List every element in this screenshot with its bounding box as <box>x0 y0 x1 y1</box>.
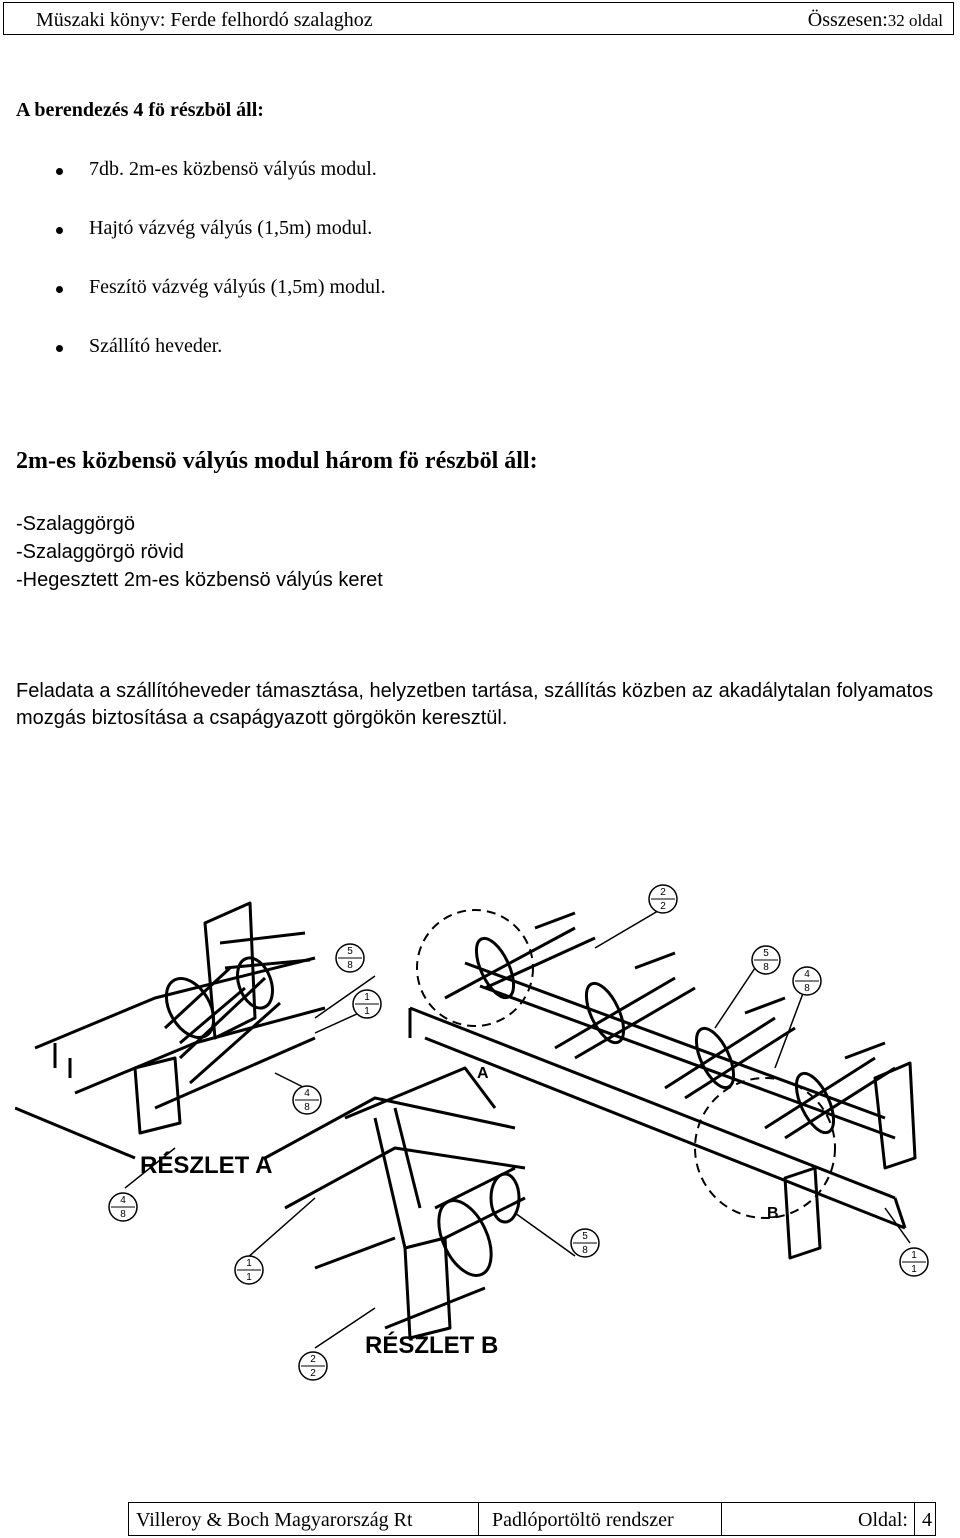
bullet-icon <box>56 168 63 175</box>
svg-text:1: 1 <box>246 1272 252 1283</box>
callout-icon <box>793 967 821 995</box>
main-frame-drawing <box>410 910 915 1258</box>
part-item: -Szalaggörgö rövid <box>16 541 184 563</box>
detail-a-drawing <box>15 903 325 1158</box>
svg-text:8: 8 <box>763 962 769 973</box>
footer-company: Villeroy & Boch Magyarország Rt <box>136 1509 413 1531</box>
svg-text:8: 8 <box>304 1102 310 1113</box>
function-paragraph: Feladata a szállítóheveder támasztása, helyzetben tartása, szállítás közben az akadálytalan folyamatos mozgás biztosítása a csapágyazott görgökön keresztül. <box>16 680 934 729</box>
section-letter-b: B <box>767 1205 779 1222</box>
svg-text:1: 1 <box>911 1250 917 1261</box>
callout-icon <box>649 885 677 913</box>
header-total <box>808 9 943 32</box>
module-parts-list <box>16 510 383 594</box>
header-title: Müszaki könyv: Ferde felhordó szalaghoz <box>36 9 373 31</box>
svg-text:1: 1 <box>911 1264 917 1275</box>
callout-icon <box>299 1352 327 1380</box>
svg-text:8: 8 <box>582 1245 588 1256</box>
callout-icon <box>109 1193 137 1221</box>
callout-icon <box>293 1086 321 1114</box>
svg-text:1: 1 <box>364 1006 370 1017</box>
footer-divider <box>478 1503 479 1535</box>
footer-divider <box>721 1503 722 1535</box>
svg-text:4: 4 <box>120 1195 126 1206</box>
page-header <box>3 2 954 35</box>
detail-b-label: RÉSZLET B <box>365 1332 499 1359</box>
bullet-icon <box>56 227 63 234</box>
page-footer <box>128 1502 936 1536</box>
bullet-icon <box>56 345 63 352</box>
callout-icon <box>235 1256 263 1284</box>
svg-text:2: 2 <box>660 887 666 898</box>
svg-text:4: 4 <box>304 1088 310 1099</box>
svg-text:2: 2 <box>660 901 666 912</box>
svg-text:2: 2 <box>310 1368 316 1379</box>
svg-text:5: 5 <box>763 948 769 959</box>
section-heading-main-parts: A berendezés 4 fö részböl áll: <box>16 99 264 121</box>
callout-icon <box>336 944 364 972</box>
svg-text:1: 1 <box>246 1258 252 1269</box>
svg-text:8: 8 <box>120 1209 126 1220</box>
header-total-value: 32 oldal <box>887 11 943 30</box>
section-heading-module-parts: 2m-es közbensö vályús modul három fö részböl áll: <box>16 448 538 474</box>
part-item: -Szalaggörgö <box>16 513 135 535</box>
callout-icon <box>752 946 780 974</box>
callout-icon <box>571 1229 599 1257</box>
callout-icon <box>353 990 381 1018</box>
svg-text:1: 1 <box>364 992 370 1003</box>
callout-icon <box>900 1248 928 1276</box>
svg-text:2: 2 <box>310 1354 316 1365</box>
detail-a-label: RÉSZLET A <box>140 1152 273 1179</box>
footer-divider <box>914 1503 915 1535</box>
svg-text:5: 5 <box>582 1231 588 1242</box>
bullet-icon <box>56 286 63 293</box>
part-item: -Hegesztett 2m-es közbensö vályús keret <box>16 569 383 591</box>
footer-system: Padlóportöltö rendszer <box>492 1509 674 1531</box>
footer-page-label: Oldal: <box>858 1509 908 1531</box>
svg-text:8: 8 <box>804 983 810 994</box>
svg-text:5: 5 <box>347 946 353 957</box>
svg-text:8: 8 <box>347 960 353 971</box>
header-total-label: Összesen: <box>807 9 888 31</box>
svg-text:4: 4 <box>804 969 810 980</box>
section-letter-a: A <box>477 1065 489 1082</box>
conveyor-technical-drawing <box>15 868 945 1398</box>
footer-page-number: 4 <box>922 1509 932 1531</box>
